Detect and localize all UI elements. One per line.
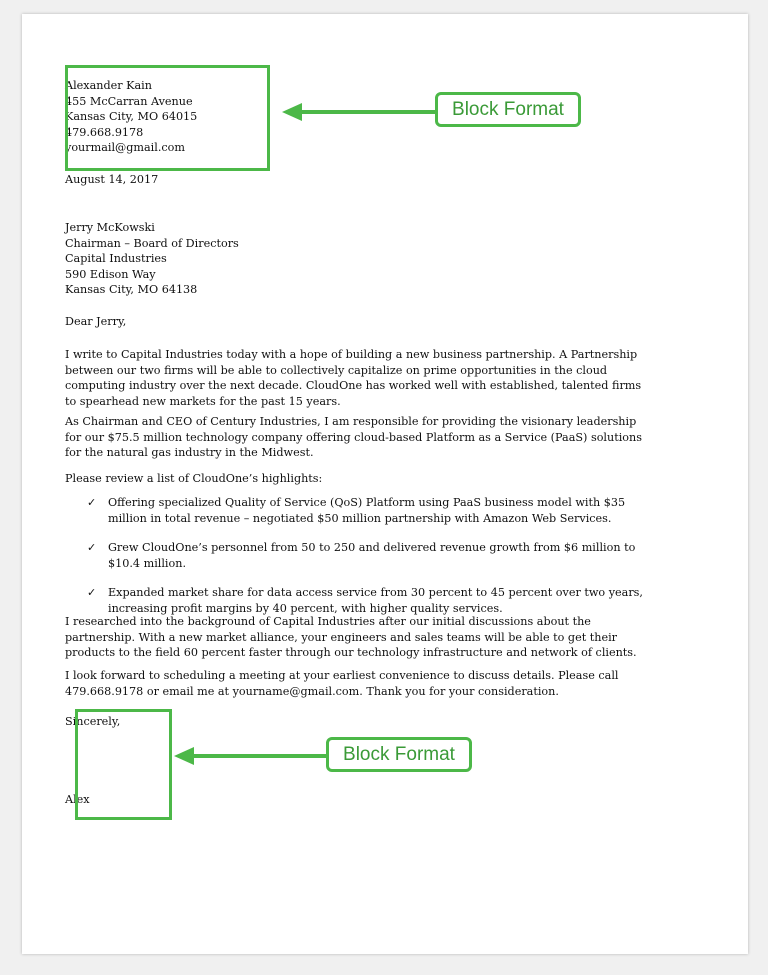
signature-name: Alex — [65, 793, 90, 806]
sender-email: yourmail@gmail.com — [65, 141, 185, 154]
recipient-address-block — [65, 220, 239, 298]
annotation-box-address — [65, 65, 270, 171]
paragraph-highlights-intro: Please review a list of CloudOne’s highlights: — [65, 472, 323, 485]
paragraph-research: I researched into the background of Capital Industries after our initial discussions about the partnership. With a new market alliance, your engineers and sales teams will be able to get their products to the field 60 percent faster through our technology infrastructure and network of clients. — [65, 615, 637, 659]
highlight-text: Grew CloudOne’s personnel from 50 to 250 and delivered revenue growth from $6 million to $10.4 million. — [108, 541, 636, 570]
highlights-list — [65, 495, 655, 630]
recipient-name: Jerry McKowski — [65, 221, 155, 234]
letter-date: August 14, 2017 — [65, 173, 159, 186]
recipient-company: Capital Industries — [65, 252, 167, 265]
left-arrow-icon — [172, 746, 330, 766]
sender-phone: 479.668.9178 — [65, 125, 144, 139]
checkmark-icon: ✓ — [87, 496, 97, 509]
checkmark-icon: ✓ — [87, 586, 97, 599]
annotation-box-signature — [75, 709, 172, 820]
highlight-text: Offering specialized Quality of Service (QoS) Platform using PaaS business model with $35 million in total revenue – negotiated $50 million partnership with Amazon Web Services. — [108, 496, 626, 525]
paragraph-closing: I look forward to scheduling a meeting at your earliest convenience to discuss details. Please call 479.668.9178 or email me at yourname@gmail.com. Thank you for your consideration. — [65, 669, 619, 698]
recipient-title: Chairman – Board of Directors — [65, 236, 239, 250]
sender-street: 455 McCarran Avenue — [65, 94, 193, 108]
highlight-text: Expanded market share for data access service from 30 percent to 45 percent over two years, increasing profit margins by 40 percent, with higher quality services. — [108, 586, 643, 615]
paragraph-intro: I write to Capital Industries today with a hope of building a new business partnership. A Partnership between our two firms will be able to collectively capitalize on prime opportunities in the cloud computing industry over the next decade. CloudOne has worked well with established, talented firms to spearhead new markets for the past 15 years. — [65, 348, 642, 408]
left-arrow-icon — [280, 102, 440, 122]
list-item — [65, 540, 655, 571]
sender-city: Kansas City, MO 64015 — [65, 110, 198, 123]
sender-name: Alexander Kain — [65, 79, 152, 92]
salutation: Dear Jerry, — [65, 315, 127, 328]
list-item — [65, 495, 655, 526]
recipient-street: 590 Edison Way — [65, 267, 156, 281]
checkmark-icon: ✓ — [87, 541, 97, 554]
list-item — [65, 585, 655, 616]
block-format-label: Block Format — [435, 92, 581, 127]
recipient-city: Kansas City, MO 64138 — [65, 283, 198, 296]
paragraph-role: As Chairman and CEO of Century Industries, I am responsible for providing the visionary leadership for our $75.5 million technology company offering cloud-based Platform as a Service (PaaS) solutions for the natural gas industry in the Midwest. — [65, 415, 642, 459]
block-format-label: Block Format — [326, 737, 472, 772]
closing: Sincerely, — [65, 715, 121, 728]
